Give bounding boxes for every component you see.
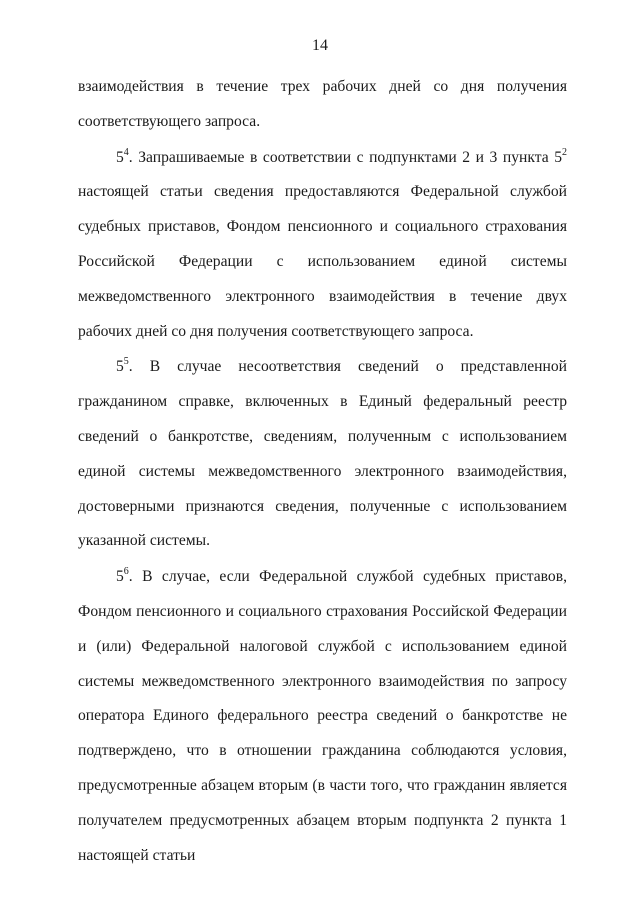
paragraph-5-5 <box>78 350 567 559</box>
paragraph-5-6 <box>78 560 567 873</box>
paragraph-number-superscript: 6 <box>123 566 129 578</box>
paragraph-number-superscript: 5 <box>123 356 129 368</box>
document-body <box>78 70 567 873</box>
paragraph-number: 5 <box>116 568 124 586</box>
reference-superscript: 2 <box>562 146 567 158</box>
paragraph-text: . В случае, если Федеральной службой судебных приставов, Фондом пенсионного и социального страхования Российской Федерации и (или) Федеральной налоговой службой с использованием единой системы межведомственного электронного взаимодействия по запросу оператора Единого федерального реестра сведений о банкротстве не подтверждено, что в отношении гражданина соблюдаются условия, предусмотренные абзацем вторым (в части того, что гражданин является получателем предусмотренных абзацем вторым подпункта 2 пункта 1 настоящей статьи <box>78 568 567 864</box>
paragraph-5-4 <box>78 141 567 350</box>
paragraph-text: взаимодействия в течение трех рабочих дней со дня получения соответствующего запроса. <box>78 78 567 130</box>
paragraph-number-superscript: 4 <box>123 146 129 158</box>
paragraph-number: 5 <box>116 358 124 376</box>
paragraph-text: . В случае несоответствия сведений о представленной гражданином справке, включенных в Единый федеральный реестр сведений о банкротстве, сведениям, полученным с использованием единой системы межведомственного электронного взаимодействия, достоверными признаются сведения, полученные с использованием указанной системы. <box>78 358 567 550</box>
paragraph-text: . Запрашиваемые в соответствии с подпунктами 2 и 3 пункта 5 <box>128 148 562 166</box>
page-number: 14 <box>312 37 328 54</box>
paragraph-continuation <box>78 70 567 140</box>
paragraph-text-continued: настоящей статьи сведения предоставляются Федеральной службой судебных приставов, Фондом пенсионного и социального страхования Российской Федерации с использованием единой системы межведомственного электронного взаимодействия в течение двух рабочих дней со дня получения соответствующего запроса. <box>78 183 567 340</box>
paragraph-number: 5 <box>116 148 124 166</box>
